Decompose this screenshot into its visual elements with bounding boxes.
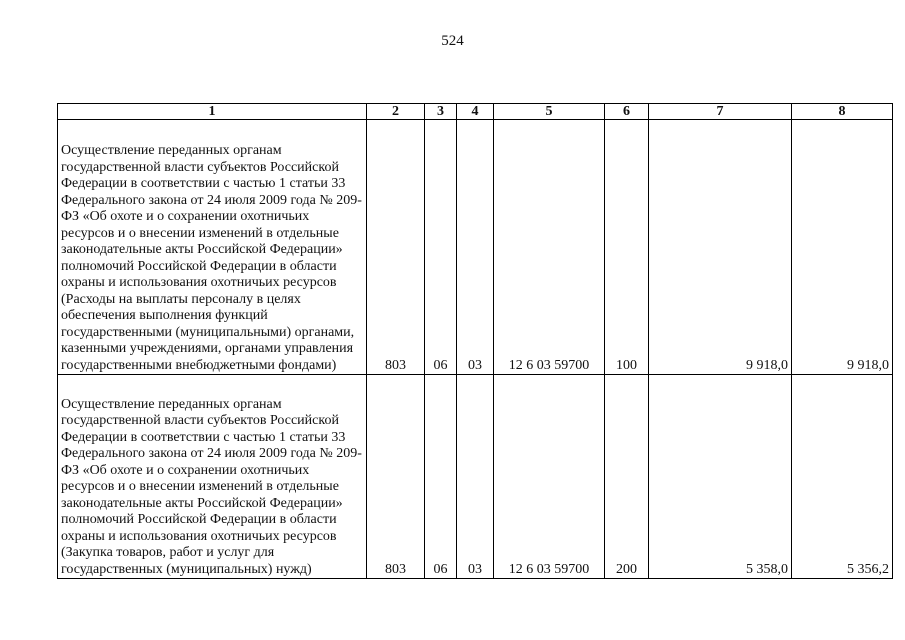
row-code-4: 03	[457, 120, 494, 375]
row-code-5: 12 6 03 59700	[494, 375, 605, 579]
row-code-2: 803	[367, 375, 425, 579]
table-row	[58, 375, 893, 579]
row-amount-8: 9 918,0	[792, 120, 893, 375]
row-description: Осуществление переданных органам государственной власти субъектов Российской Федерации в соответствии с частью 1 статьи 33 Федерального закона от 24 июля 2009 года № 209-ФЗ «Об охоте и о сохранении охотничьих ресурсов и о внесении изменений в отдельные законодательные акты Российской Федерации» полномочий Российской Федерации в области охраны и использования охотничьих ресурсов (Расходы на выплаты персоналу в целях обеспечения выполнения функций государственными (муниципальными) органами, казенными учреждениями, органами управления государственными внебюджетными фондами)	[58, 120, 367, 375]
row-amount-8: 5 356,2	[792, 375, 893, 579]
row-code-4: 03	[457, 375, 494, 579]
row-description: Осуществление переданных органам государственной власти субъектов Российской Федерации в соответствии с частью 1 статьи 33 Федерального закона от 24 июля 2009 года № 209-ФЗ «Об охоте и о сохранении охотничьих ресурсов и о внесении изменений в отдельные законодательные акты Российской Федерации» полномочий Российской Федерации в области охраны и использования охотничьих ресурсов (Закупка товаров, работ и услуг для государственных (муниципальных) нужд)	[58, 375, 367, 579]
header-row	[58, 104, 893, 120]
budget-table	[57, 103, 893, 579]
row-code-6: 200	[605, 375, 649, 579]
header-col-5: 5	[494, 104, 605, 120]
row-code-6: 100	[605, 120, 649, 375]
header-col-6: 6	[605, 104, 649, 120]
row-amount-7: 5 358,0	[649, 375, 792, 579]
row-code-3: 06	[425, 120, 457, 375]
table-row	[58, 120, 893, 375]
row-code-3: 06	[425, 375, 457, 579]
header-col-7: 7	[649, 104, 792, 120]
header-col-2: 2	[367, 104, 425, 120]
header-col-1: 1	[58, 104, 367, 120]
header-col-4: 4	[457, 104, 494, 120]
row-amount-7: 9 918,0	[649, 120, 792, 375]
row-code-5: 12 6 03 59700	[494, 120, 605, 375]
header-col-3: 3	[425, 104, 457, 120]
page-number: 524	[441, 33, 464, 49]
header-col-8: 8	[792, 104, 893, 120]
row-code-2: 803	[367, 120, 425, 375]
